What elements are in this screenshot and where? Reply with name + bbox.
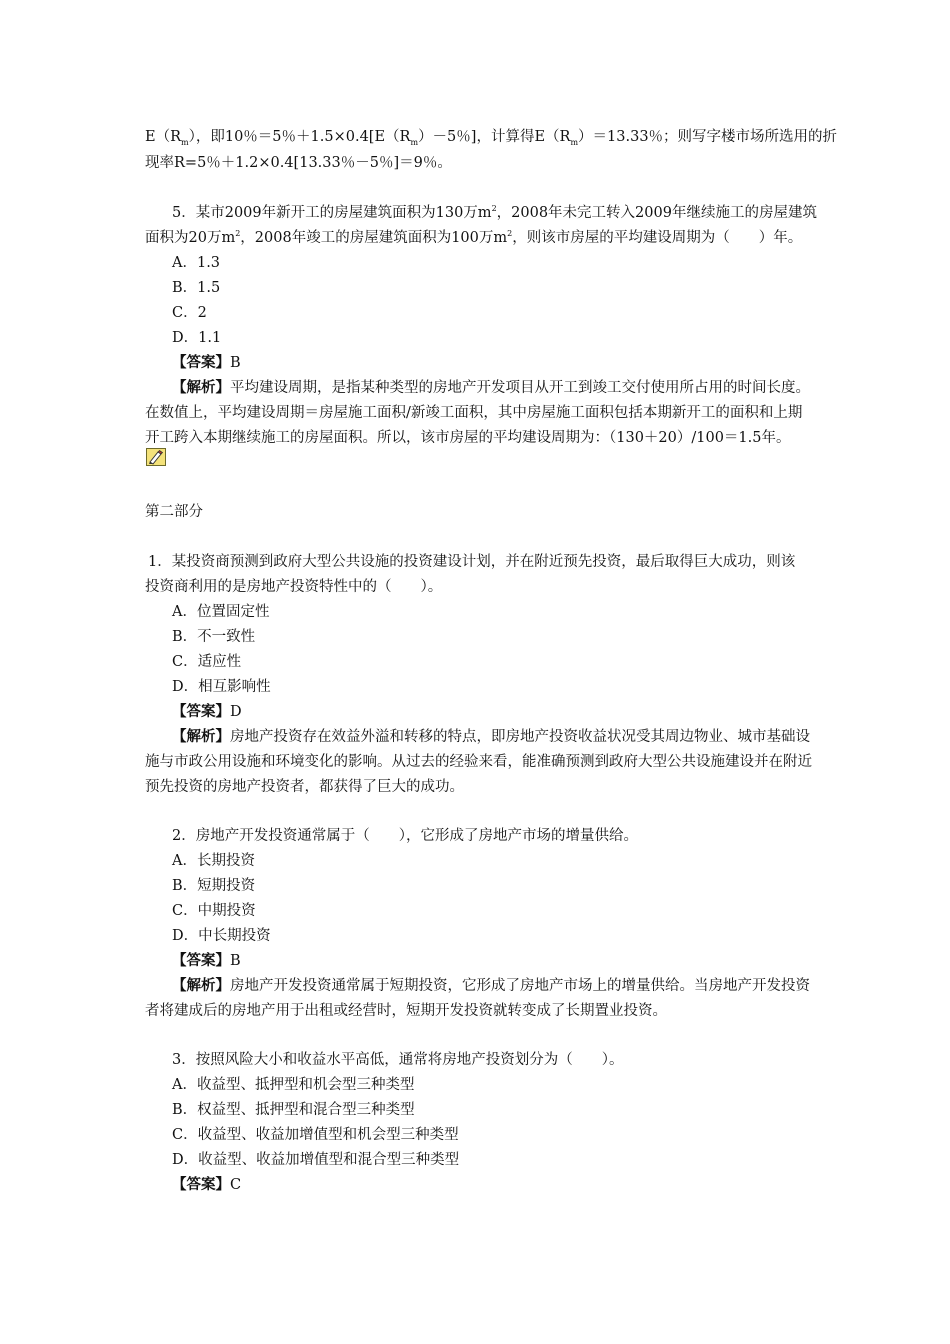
- option-a: A．1.3: [172, 255, 221, 271]
- answer: 【答案】C: [172, 1176, 242, 1193]
- option-a: A．收益型、抵押型和机会型三种类型: [172, 1077, 415, 1093]
- question-stem: 2．房地产开发投资通常属于（ ），它形成了房地产市场的增量供给。: [172, 828, 638, 844]
- option-d: D．1.1: [172, 330, 222, 346]
- analysis: 【解析】房地产开发投资通常属于短期投资，它形成了房地产市场上的增量供给。当房地产开发投资: [172, 977, 810, 994]
- option-c: C．中期投资: [172, 903, 256, 919]
- answer: 【答案】D: [172, 703, 242, 720]
- option-b: B．短期投资: [172, 878, 256, 894]
- option-c: C．2: [172, 305, 207, 321]
- analysis-line: 预先投资的房地产投资者，都获得了巨大的成功。: [145, 779, 464, 795]
- section-title: 第二部分: [145, 504, 203, 520]
- option-d: D．相互影响性: [172, 679, 271, 695]
- question-stem: 投资商利用的是房地产投资特性中的（ ）。: [145, 579, 443, 595]
- option-b: B．权益型、抵押型和混合型三种类型: [172, 1102, 415, 1118]
- option-d: D．收益型、收益加增值型和混合型三种类型: [172, 1152, 460, 1168]
- option-a: A．位置固定性: [172, 604, 270, 620]
- answer: 【答案】B: [172, 354, 241, 371]
- analysis-line: 施与市政公用设施和环境变化的影响。从过去的经验来看，能准确预测到政府大型公共设施建设并在附近: [145, 754, 812, 770]
- text-line: 现率R=5％＋1.2×0.4[13.33％－5％]＝9％。: [145, 155, 452, 171]
- text-line: $E(R_m)$，即10％＝5％$+1.5\times 0.4[E(R_m)-5$％]，计算得$E(R_m)=13.33$％；则写字楼市场所选用的折: [145, 129, 838, 147]
- question-stem: 面积为20万$m^2$，2008年竣工的房屋建筑面积为100万$m^2$，则该市房屋的平均建设周期为（ ）年。: [145, 229, 803, 246]
- question-stem: 5．某市2009年新开工的房屋建筑面积为130万$m^2$，2008年未完工转入2009年继续施工的房屋建筑: [172, 204, 817, 221]
- analysis-line: 开工跨入本期继续施工的房屋面积。所以，该市房屋的平均建设周期为：（130＋20）/100＝1.5年。: [145, 430, 791, 446]
- option-b: B．不一致性: [172, 629, 256, 645]
- option-b: B．1.5: [172, 280, 221, 296]
- option-d: D．中长期投资: [172, 928, 271, 944]
- analysis: 【解析】房地产投资存在效益外溢和转移的特点，即房地产投资收益状况受其周边物业、城市基础设: [172, 728, 810, 745]
- question-stem: 3．按照风险大小和收益水平高低，通常将房地产投资划分为（ ）。: [172, 1052, 624, 1068]
- analysis-line: 在数值上，平均建设周期＝房屋施工面积/新竣工面积，其中房屋施工面积包括本期新开工的面积和上期: [145, 405, 803, 421]
- option-a: A．长期投资: [172, 853, 255, 869]
- question-stem: 1．某投资商预测到政府大型公共设施的投资建设计划，并在附近预先投资，最后取得巨大成功，则该: [148, 554, 796, 570]
- analysis-line: 者将建成后的房地产用于出租或经营时，短期开发投资就转变成了长期置业投资。: [145, 1003, 667, 1019]
- option-c: C．收益型、收益加增值型和机会型三种类型: [172, 1127, 459, 1143]
- pencil-note-icon: [146, 448, 166, 466]
- answer: 【答案】B: [172, 952, 241, 969]
- option-c: C．适应性: [172, 654, 242, 670]
- analysis: 【解析】平均建设周期，是指某种类型的房地产开发项目从开工到竣工交付使用所占用的时间长度。: [172, 379, 810, 396]
